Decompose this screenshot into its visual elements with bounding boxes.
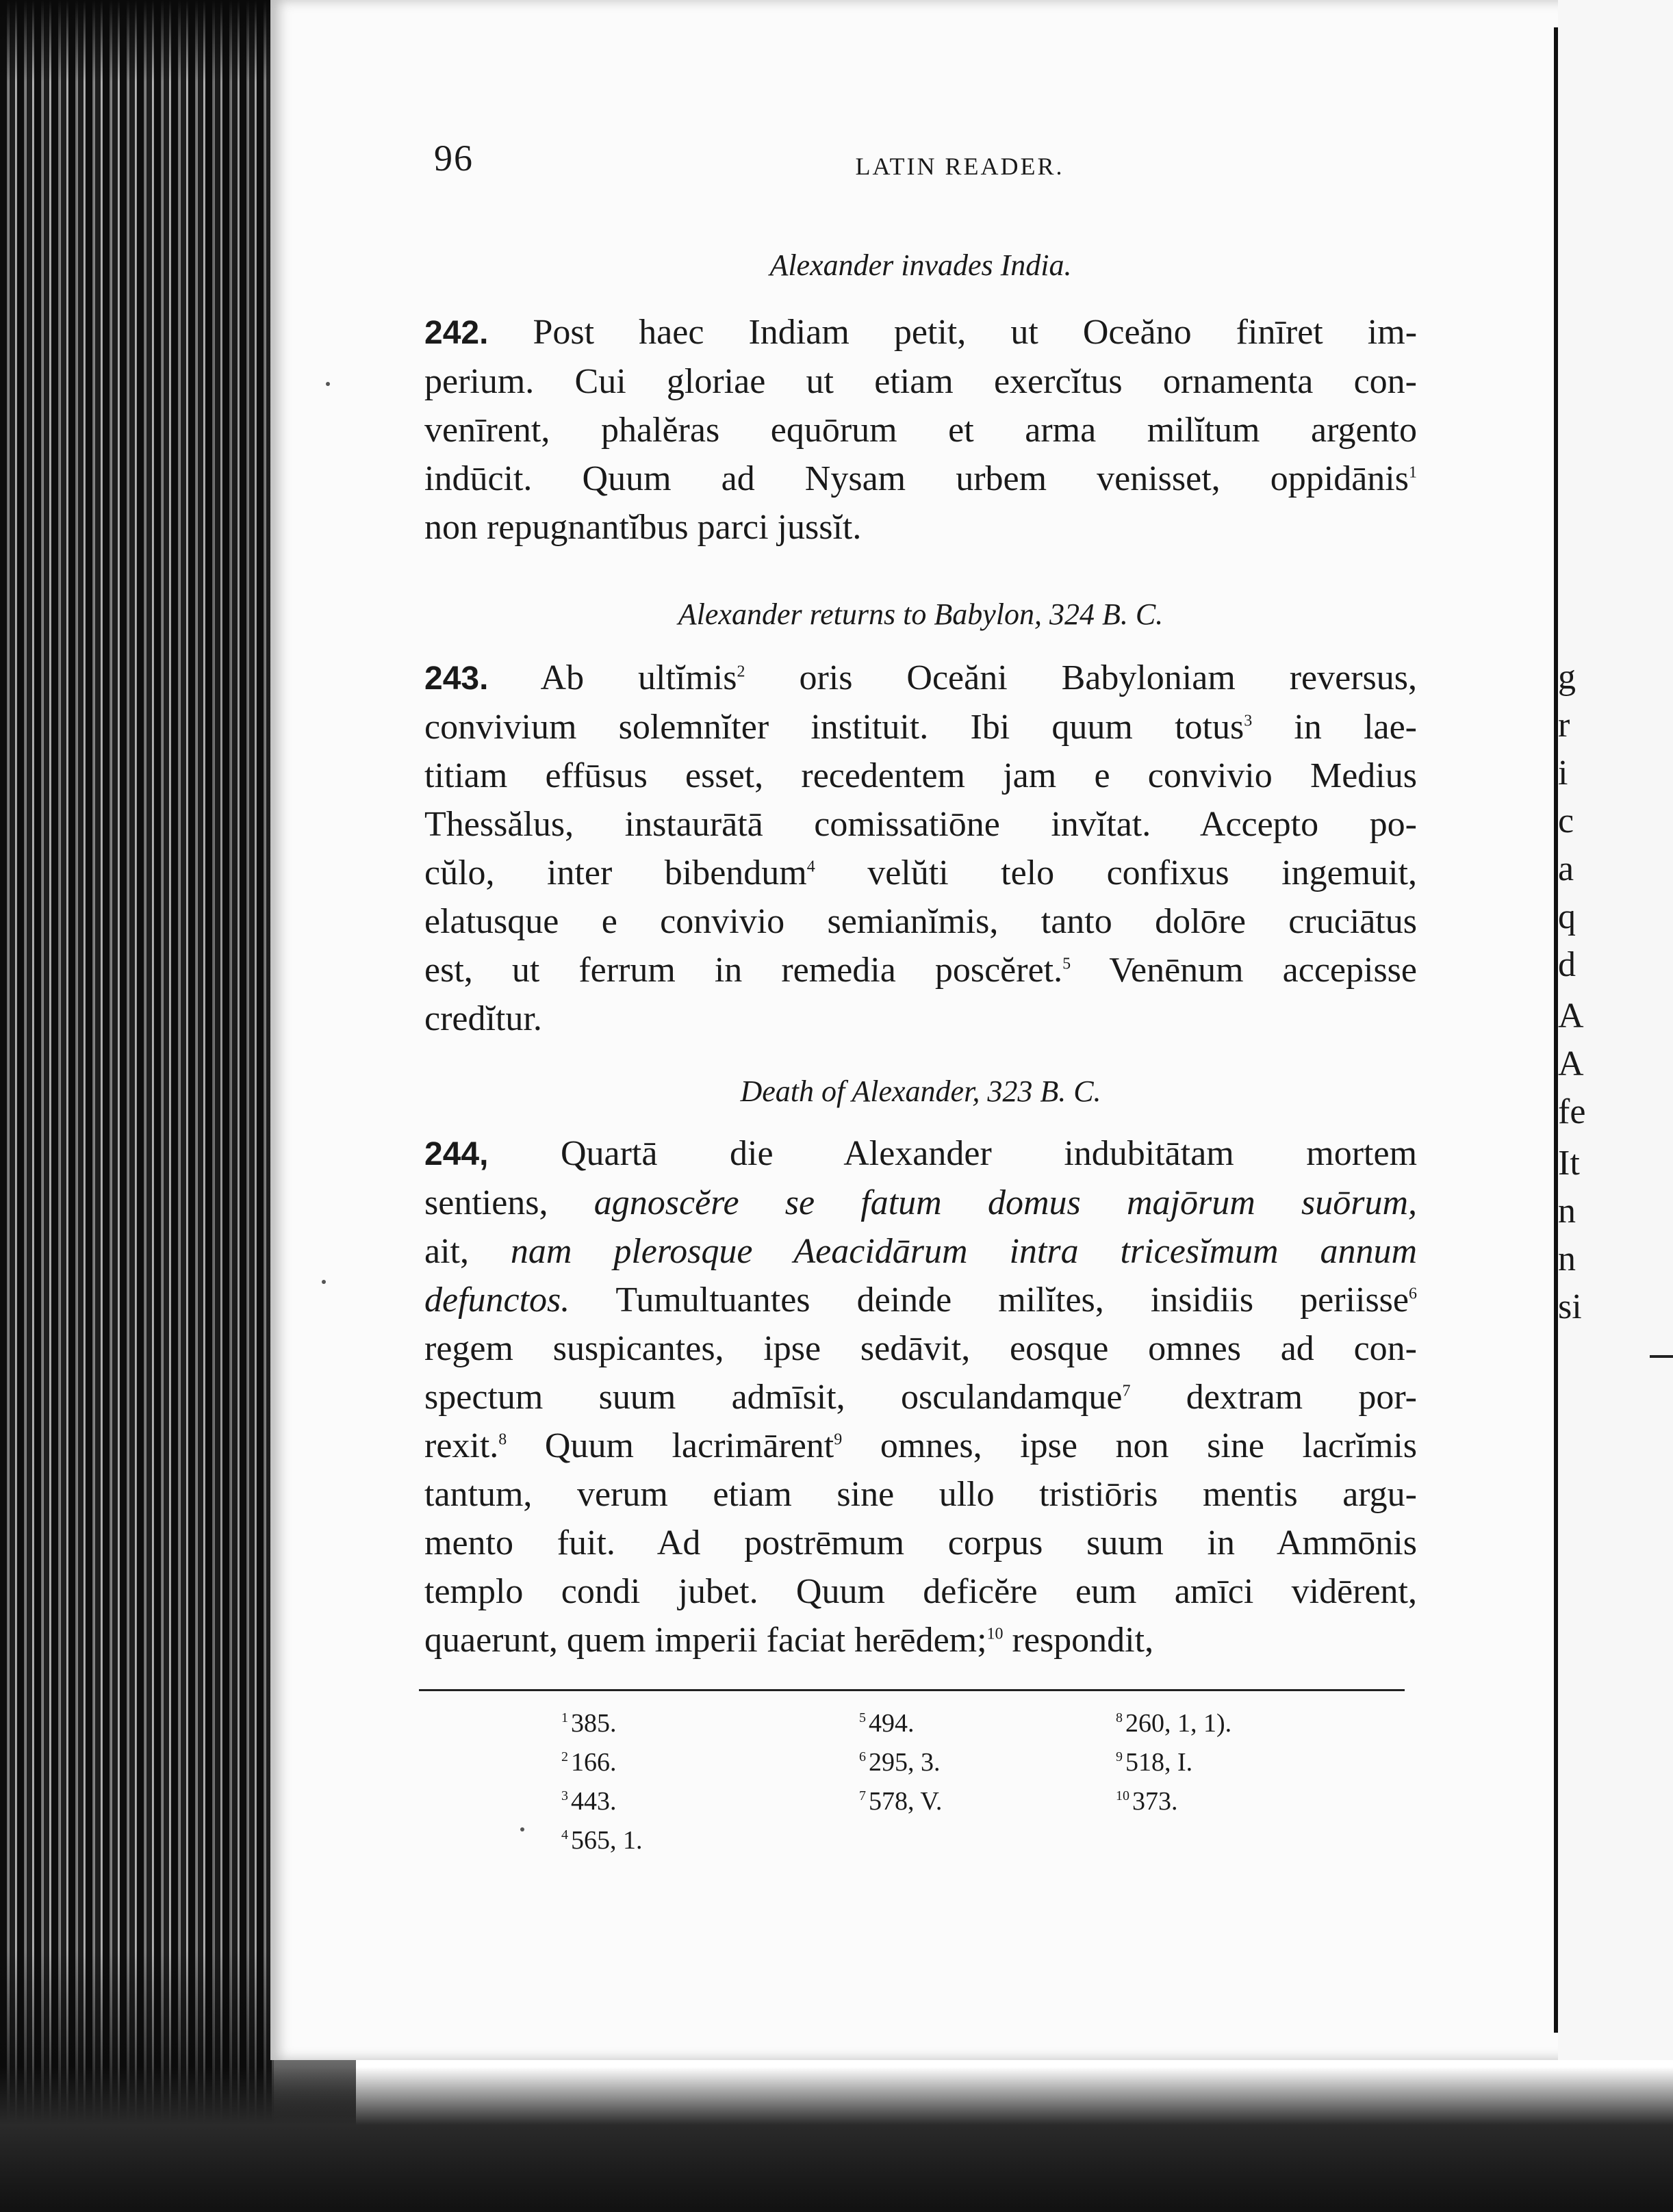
footnote-text: 443. (571, 1787, 617, 1816)
footnote-ref: 3 (1244, 712, 1253, 730)
footnote-number: 7 (859, 1788, 866, 1804)
footnote-ref: 4 (806, 858, 815, 876)
footnote-text: 518, I. (1125, 1748, 1193, 1777)
footnote-ref: 9 (834, 1430, 843, 1449)
text-line (424, 406, 1417, 454)
line-text: elatusque e convivio semianĭmis, tanto dolōre cruciātus (424, 902, 1417, 941)
line-text: mento fuit. Ad postrēmum corpus suum in Ammōnis (424, 1523, 1417, 1562)
facing-page-rule (1650, 1355, 1673, 1358)
text-line (424, 1324, 1417, 1373)
line-text: Venēnum accepisse (1071, 951, 1417, 990)
paragraph-number: 244, (424, 1136, 489, 1172)
text-line (424, 1616, 1417, 1664)
facing-page-text-fragment: A (1558, 996, 1584, 1036)
line-text: convivium solemnĭter instituit. Ibi quum totus (424, 708, 1244, 747)
footnote-ref: 1 (1409, 463, 1417, 482)
footnote-ref: 8 (498, 1430, 507, 1449)
paragraph-244 (424, 1129, 1417, 1664)
facing-page-text-fragment: fe (1558, 1092, 1586, 1131)
scan-speck (326, 382, 330, 386)
line-text: Quum lacrimārent (507, 1426, 834, 1465)
footnote-item (1116, 1782, 1231, 1821)
text-line (424, 897, 1417, 946)
italic-phrase: nam plerosque Aeacidārum intra tricesĭmum annum (510, 1232, 1418, 1271)
scan-speck (520, 1827, 524, 1831)
footnote-number: 6 (859, 1749, 866, 1765)
footnote-text: 565, 1. (571, 1826, 643, 1855)
footnotes-column-2 (859, 1704, 942, 1821)
footnote-rule (419, 1689, 1405, 1691)
top-edge-shadow (0, 0, 288, 82)
paragraph-number: 242. (424, 315, 489, 351)
footnote-item (1116, 1743, 1231, 1782)
line-text: respondit, (1003, 1621, 1154, 1660)
line-text: ait, (424, 1232, 511, 1271)
text-line (424, 1567, 1417, 1616)
facing-page-text-fragment: i (1558, 754, 1568, 793)
line-text: omnes, ipse non sine lacrĭmis (842, 1426, 1417, 1465)
line-text: quaerunt, quem imperii faciat herēdem; (424, 1621, 987, 1660)
footnote-text: 260, 1, 1). (1125, 1709, 1232, 1738)
text-line (424, 849, 1417, 897)
text-line (424, 308, 1417, 357)
footnote-number: 8 (1116, 1710, 1123, 1726)
facing-page-text-fragment: n (1558, 1239, 1576, 1278)
line-text: spectum suum admīsit, osculandamque (424, 1378, 1123, 1417)
text-line (424, 1227, 1417, 1276)
facing-page-text-fragment: d (1558, 945, 1576, 984)
text-line (424, 654, 1417, 703)
text-line (424, 994, 1417, 1043)
page-number: 96 (434, 138, 474, 179)
text-line (424, 1129, 1417, 1179)
line-text: est, ut ferrum in remedia poscĕret. (424, 951, 1063, 990)
footnote-item (561, 1704, 643, 1743)
footnote-item (561, 1743, 643, 1782)
line-text: tantum, verum etiam sine ullo tristiōris mentis argu- (424, 1475, 1417, 1514)
facing-page-text-fragment: g (1558, 658, 1576, 697)
text-line (424, 357, 1417, 406)
line-text: titiam effūsus esset, recedentem jam e convivio Medius (424, 756, 1417, 795)
footnote-number: 1 (561, 1710, 568, 1726)
line-text: Tumultuantes deinde milĭtes, insidiis periisse (570, 1281, 1409, 1320)
line-text: oris Oceăni Babyloniam reversus, (745, 658, 1417, 697)
paragraph-242 (424, 308, 1417, 552)
line-text: Thessălus, instaurātā comissatiōne invĭtat. Accepto po- (424, 805, 1417, 844)
text-line (424, 751, 1417, 800)
footnote-text: 578, V. (869, 1787, 943, 1816)
footnote-text: 166. (571, 1748, 617, 1777)
footnote-number: 3 (561, 1788, 568, 1804)
running-head-text: LATIN READER. (855, 153, 1064, 180)
text-line (424, 454, 1417, 503)
footnote-ref: 2 (737, 663, 745, 681)
facing-page-text-fragment: c (1558, 801, 1574, 840)
running-head (0, 152, 1673, 181)
footnote-number: 10 (1116, 1788, 1129, 1804)
bottom-scan-shadow (0, 2067, 1673, 2212)
text-line (424, 503, 1417, 552)
footnote-ref: 5 (1062, 955, 1071, 973)
line-text: velŭti telo confixus ingemuit, (815, 853, 1417, 892)
line-text: Quartā die Alexander indubitātam mortem (560, 1134, 1418, 1173)
text-line (424, 1470, 1417, 1519)
footnote-number: 2 (561, 1749, 568, 1765)
footnote-item (561, 1782, 643, 1821)
footnote-item (561, 1821, 643, 1860)
book-edge-shadow (205, 0, 281, 2212)
paragraph-243 (424, 654, 1417, 1043)
text-line (424, 703, 1417, 751)
footnote-item (1116, 1704, 1231, 1743)
text-line (424, 1373, 1417, 1422)
facing-page-text-fragment: It (1558, 1144, 1580, 1183)
footnotes-column-3 (1116, 1704, 1231, 1821)
line-text: in lae- (1252, 708, 1418, 747)
footnote-number: 5 (859, 1710, 866, 1726)
footnote-ref: 10 (986, 1625, 1004, 1643)
italic-phrase: agnoscĕre se fatum domus majōrum suōrum, (593, 1183, 1417, 1222)
scan-speck (322, 1280, 326, 1284)
footnote-number: 4 (561, 1827, 568, 1843)
facing-page-text-fragment: n (1558, 1192, 1576, 1231)
facing-page-text-fragment: q (1558, 897, 1576, 936)
line-text: regem suspicantes, ipse sedāvit, eosque omnes ad con- (424, 1329, 1417, 1368)
paragraph-number: 243. (424, 660, 489, 697)
line-text: non repugnantĭbus parci jussĭt. (424, 508, 862, 547)
footnote-number: 9 (1116, 1749, 1123, 1765)
line-text: Post haec Indiam petit, ut Oceăno finīret im- (533, 313, 1418, 352)
footnotes-column-1 (561, 1704, 643, 1860)
line-text: credĭtur. (424, 999, 542, 1038)
footnote-item (859, 1782, 942, 1821)
line-text: dextram por- (1130, 1378, 1418, 1417)
footnote-text: 373. (1132, 1787, 1178, 1816)
section-heading: Alexander returns to Babylon, 324 B. C. (678, 597, 1164, 631)
section-heading: Alexander invades India. (769, 248, 1072, 282)
facing-page-text-fragment: si (1558, 1287, 1582, 1326)
footnote-text: 295, 3. (869, 1748, 941, 1777)
line-text: sentiens, (424, 1183, 594, 1222)
line-text: cŭlo, inter bibendum (424, 853, 807, 892)
section-heading: Death of Alexander, 323 B. C. (740, 1075, 1101, 1108)
line-text: rexit. (424, 1426, 499, 1465)
facing-page-text-fragment: a (1558, 849, 1574, 888)
footnote-item (859, 1704, 942, 1743)
facing-page-text-fragment: A (1558, 1044, 1584, 1083)
line-text: indūcit. Quum ad Nysam urbem venisset, oppidānis (424, 459, 1409, 498)
italic-phrase: defunctos. (424, 1281, 570, 1320)
text-line (424, 1276, 1417, 1324)
text-line (424, 1519, 1417, 1567)
line-text: venīrent, phalĕras equōrum et arma milĭtum argento (424, 411, 1417, 450)
footnote-ref: 6 (1409, 1285, 1417, 1303)
footnote-text: 385. (571, 1709, 617, 1738)
text-line (424, 800, 1417, 849)
text-line (424, 1422, 1417, 1470)
footnote-ref: 7 (1122, 1382, 1131, 1400)
line-text: perium. Cui gloriae ut etiam exercĭtus ornamenta con- (424, 362, 1417, 401)
line-text: templo condi jubet. Quum deficĕre eum amīci vidērent, (424, 1572, 1417, 1611)
text-line (424, 946, 1417, 994)
footnote-item (859, 1743, 942, 1782)
footnote-text: 494. (869, 1709, 915, 1738)
line-text: Ab ultĭmis (540, 658, 737, 697)
text-line (424, 1179, 1417, 1227)
facing-page-text-fragment: r (1558, 706, 1570, 745)
